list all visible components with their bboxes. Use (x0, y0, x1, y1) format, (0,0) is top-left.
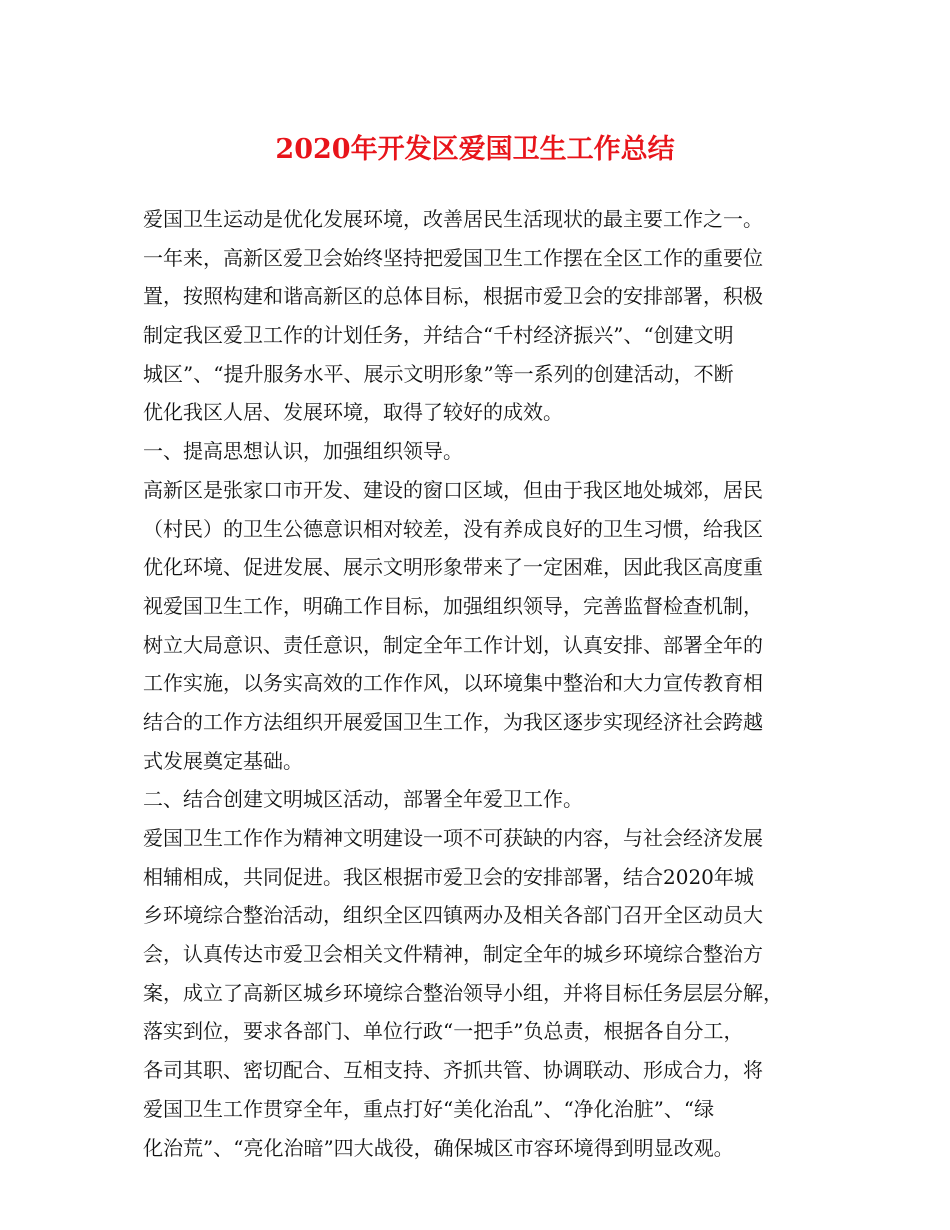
body-line: （村民）的卫生公德意识相对较差，没有养成良好的卫生习惯，给我区 (143, 516, 763, 541)
body-line: 相辅相成，共同促进。我区根据市爱卫会的安排部署，结合2020年城 (143, 864, 754, 889)
body-line: 制定我区爱卫工作的计划任务，并结合“千村经济振兴”、“创建文明 (143, 323, 734, 348)
document-title: 2020年开发区爱国卫生工作总结 (275, 134, 675, 165)
body-line: 式发展奠定基础。 (143, 748, 303, 773)
body-line: 会，认真传达市爱卫会相关文件精神，制定全年的城乡环境综合整治方 (143, 942, 763, 967)
body-line: 高新区是张家口市开发、建设的窗口区域，但由于我区地处城郊，居民 (143, 477, 763, 502)
body-line: 优化环境、促进发展、展示文明形象带来了一定困难，因此我区高度重 (143, 555, 763, 580)
body-line: 爱国卫生工作作为精神文明建设一项不可获缺的内容，与社会经济发展 (143, 826, 763, 850)
body-line: 各司其职、密切配合、互相支持、齐抓共管、协调联动、形成合力，将 (143, 1058, 763, 1083)
body-line: 化治荒”、“亮化治暗”四大战役，确保城区市容环境得到明显改观。 (143, 1135, 734, 1160)
body-line: 结合的工作方法组织开展爱国卫生工作，为我区逐步实现经济社会跨越 (143, 709, 763, 734)
body-line: 爱国卫生工作贯穿全年，重点打好“美化治乱”、“净化治脏”、“绿 (143, 1096, 715, 1121)
body-line: 一、提高思想认识，加强组织领导。 (143, 439, 463, 464)
body-line: 落实到位，要求各部门、单位行政“一把手”负总责，根据各自分工， (143, 1019, 744, 1044)
document-body (143, 200, 843, 1167)
body-line: 视爱国卫生工作，明确工作目标，加强组织领导，完善监督检查机制， (143, 593, 763, 618)
body-line: 工作实施，以务实高效的工作作风，以环境集中整治和大力宣传教育相 (143, 671, 763, 696)
body-line: 案，成立了高新区城乡环境综合整治领导小组，并将目标任务层层分解， (143, 980, 783, 1005)
body-line: 树立大局意识、责任意识，制定全年工作计划，认真安排、部署全年的 (143, 632, 763, 657)
body-line: 置，按照构建和谐高新区的总体目标，根据市爱卫会的安排部署，积极 (143, 284, 763, 309)
body-line: 优化我区人居、发展环境，取得了较好的成效。 (143, 400, 563, 425)
body-line: 一年来，高新区爱卫会始终坚持把爱国卫生工作摆在全区工作的重要位 (143, 245, 763, 270)
body-line: 爱国卫生运动是优化发展环境，改善居民生活现状的最主要工作之一。 (143, 207, 763, 231)
body-line: 乡环境综合整治活动，组织全区四镇两办及相关各部门召开全区动员大 (143, 903, 763, 928)
body-line: 城区”、“提升服务水平、展示文明形象”等一系列的创建活动，不断 (143, 361, 734, 386)
body-line: 二、结合创建文明城区活动，部署全年爱卫工作。 (143, 787, 583, 812)
